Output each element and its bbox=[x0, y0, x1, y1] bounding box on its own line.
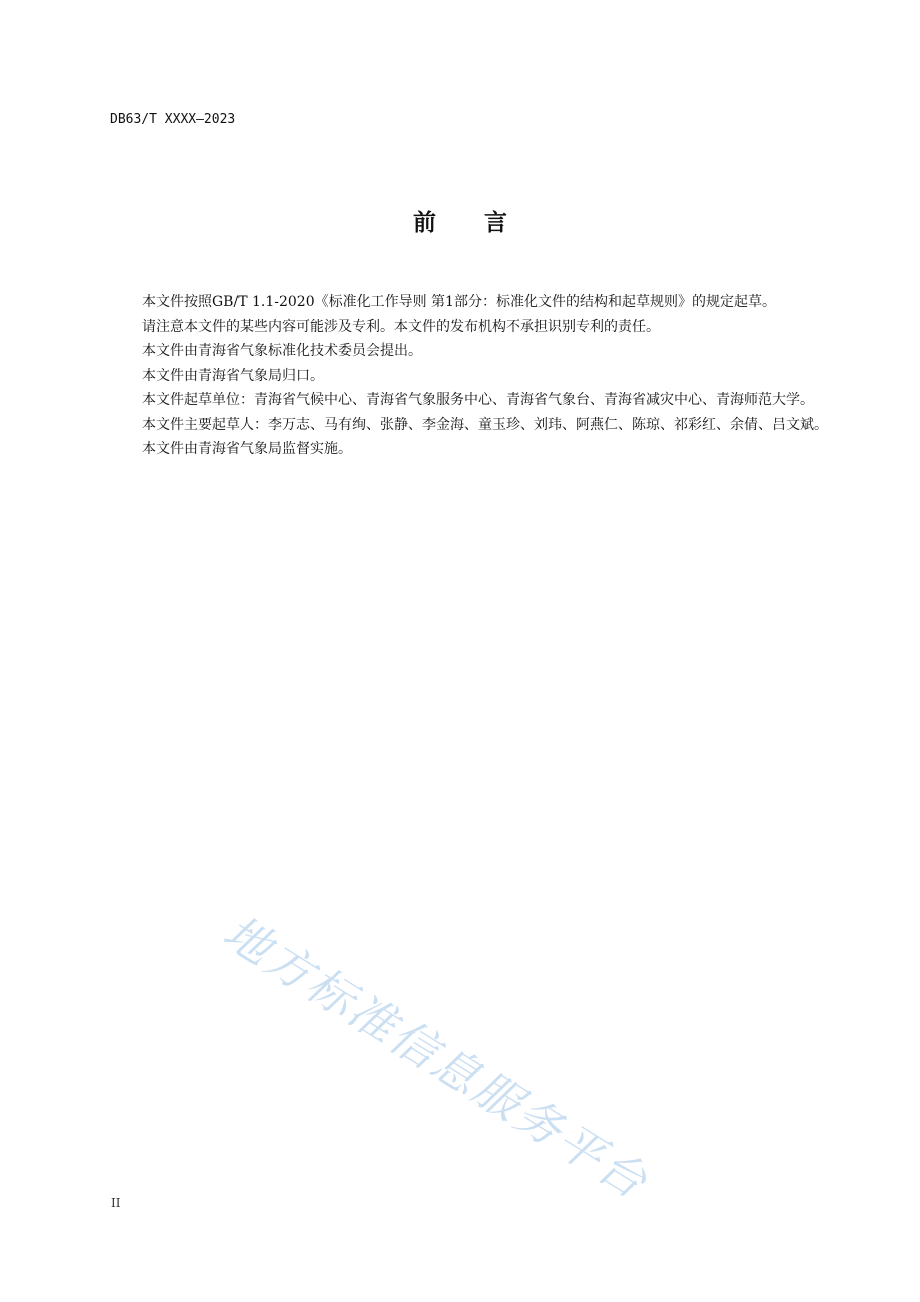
watermark: 地方标准信息服务平台 bbox=[214, 904, 659, 1211]
paragraph-proposer: 本文件由青海省气象标准化技术委员会提出。 bbox=[142, 343, 422, 359]
paragraph-drafting-rules: 本文件按照GB/T 1.1-2020《标准化工作导则 第1部分：标准化文件的结构和起草规则》的规定起草。 bbox=[142, 294, 776, 310]
paragraph-drafters: 本文件主要起草人：李万志、马有绚、张静、李金海、童玉珍、刘玮、阿燕仁、陈琼、祁彩红、余倩、吕文斌。 bbox=[142, 416, 828, 433]
foreword-body bbox=[110, 290, 832, 462]
paragraph-drafting-units: 本文件起草单位：青海省气候中心、青海省气象服务中心、青海省气象台、青海省减灾中心、青海师范大学。 bbox=[142, 392, 814, 408]
page-title bbox=[0, 204, 920, 237]
title-char-1: 前 bbox=[413, 210, 436, 236]
standard-code: DB63/T XXXX—2023 bbox=[110, 112, 236, 127]
title-char-2: 言 bbox=[484, 210, 507, 236]
paragraph-administrator: 本文件由青海省气象局归口。 bbox=[142, 367, 324, 384]
page-number: II bbox=[111, 1196, 121, 1210]
paragraph-patent-notice: 请注意本文件的某些内容可能涉及专利。本文件的发布机构不承担识别专利的责任。 bbox=[142, 318, 660, 335]
paragraph-supervisor: 本文件由青海省气象局监督实施。 bbox=[142, 441, 352, 457]
